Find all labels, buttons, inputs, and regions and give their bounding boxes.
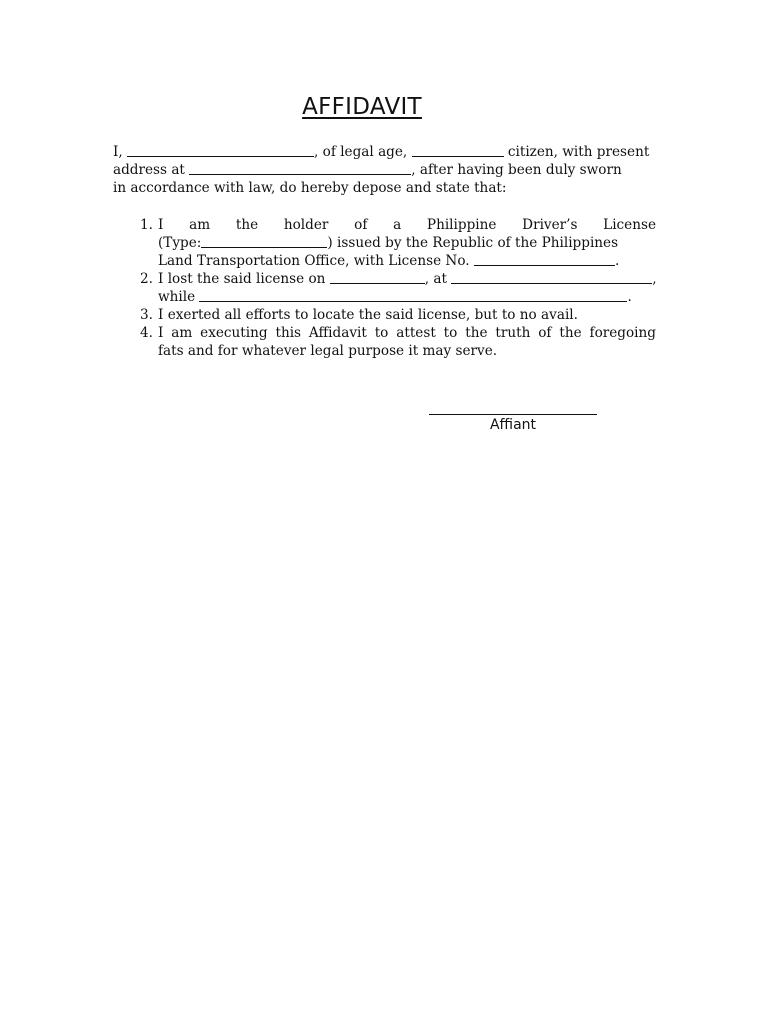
item-text: . [614, 253, 620, 269]
item-text: while [158, 289, 196, 305]
address-blank [189, 162, 411, 175]
intro-paragraph [113, 143, 656, 197]
item-1-line-1: I am the holder of a Philippine Driver’s License [158, 217, 656, 233]
list-item [131, 216, 656, 270]
item-text: I lost the said license on [158, 271, 326, 287]
circumstance-blank [199, 289, 627, 302]
signature-block [429, 396, 597, 433]
item-text: , at [424, 271, 447, 287]
item-2-line-1 [158, 270, 656, 288]
license-number-blank [474, 253, 615, 266]
signature-line [429, 396, 597, 415]
intro-text: address at [113, 162, 185, 178]
item-3-line-1: I exerted all efforts to locate the said license, but to no avail. [158, 307, 578, 323]
item-text: Land Transportation Office, with License No. [158, 253, 470, 269]
item-text: , [652, 271, 657, 287]
list-item [131, 270, 656, 306]
intro-text: , after having been duly sworn [411, 162, 622, 178]
list-item [131, 306, 656, 324]
statement-list [131, 216, 656, 360]
item-4-line-1: I am executing this Affidavit to attest to the truth of the foregoing [158, 325, 656, 341]
item-2-line-2 [158, 288, 656, 306]
item-text: . [627, 289, 632, 305]
list-number: 1. [140, 217, 153, 233]
intro-line-2 [113, 161, 656, 179]
citizenship-blank [412, 144, 504, 157]
license-type-blank [201, 235, 327, 248]
signature-label: Affiant [489, 417, 537, 433]
item-text: (Type: [158, 235, 202, 251]
date-lost-blank [330, 271, 425, 284]
intro-line-1 [113, 143, 656, 161]
item-1-line-3 [158, 252, 656, 270]
name-blank [127, 144, 314, 157]
intro-text: citizen, with present [507, 144, 650, 160]
list-number: 2. [140, 271, 153, 287]
intro-text: I, [113, 144, 123, 160]
list-number: 4. [140, 325, 153, 341]
item-4-line-2: fats and for whatever legal purpose it may serve. [158, 343, 498, 359]
document-title: AFFIDAVIT [302, 94, 422, 120]
item-1-line-2 [158, 234, 656, 252]
intro-text: , of legal age, [314, 144, 408, 160]
list-number: 3. [140, 307, 153, 323]
list-item [131, 324, 656, 360]
place-lost-blank [451, 271, 652, 284]
item-text: ) issued by the Republic of the Philippines [327, 235, 619, 251]
intro-line-3: in accordance with law, do hereby depose and state that: [113, 180, 507, 196]
